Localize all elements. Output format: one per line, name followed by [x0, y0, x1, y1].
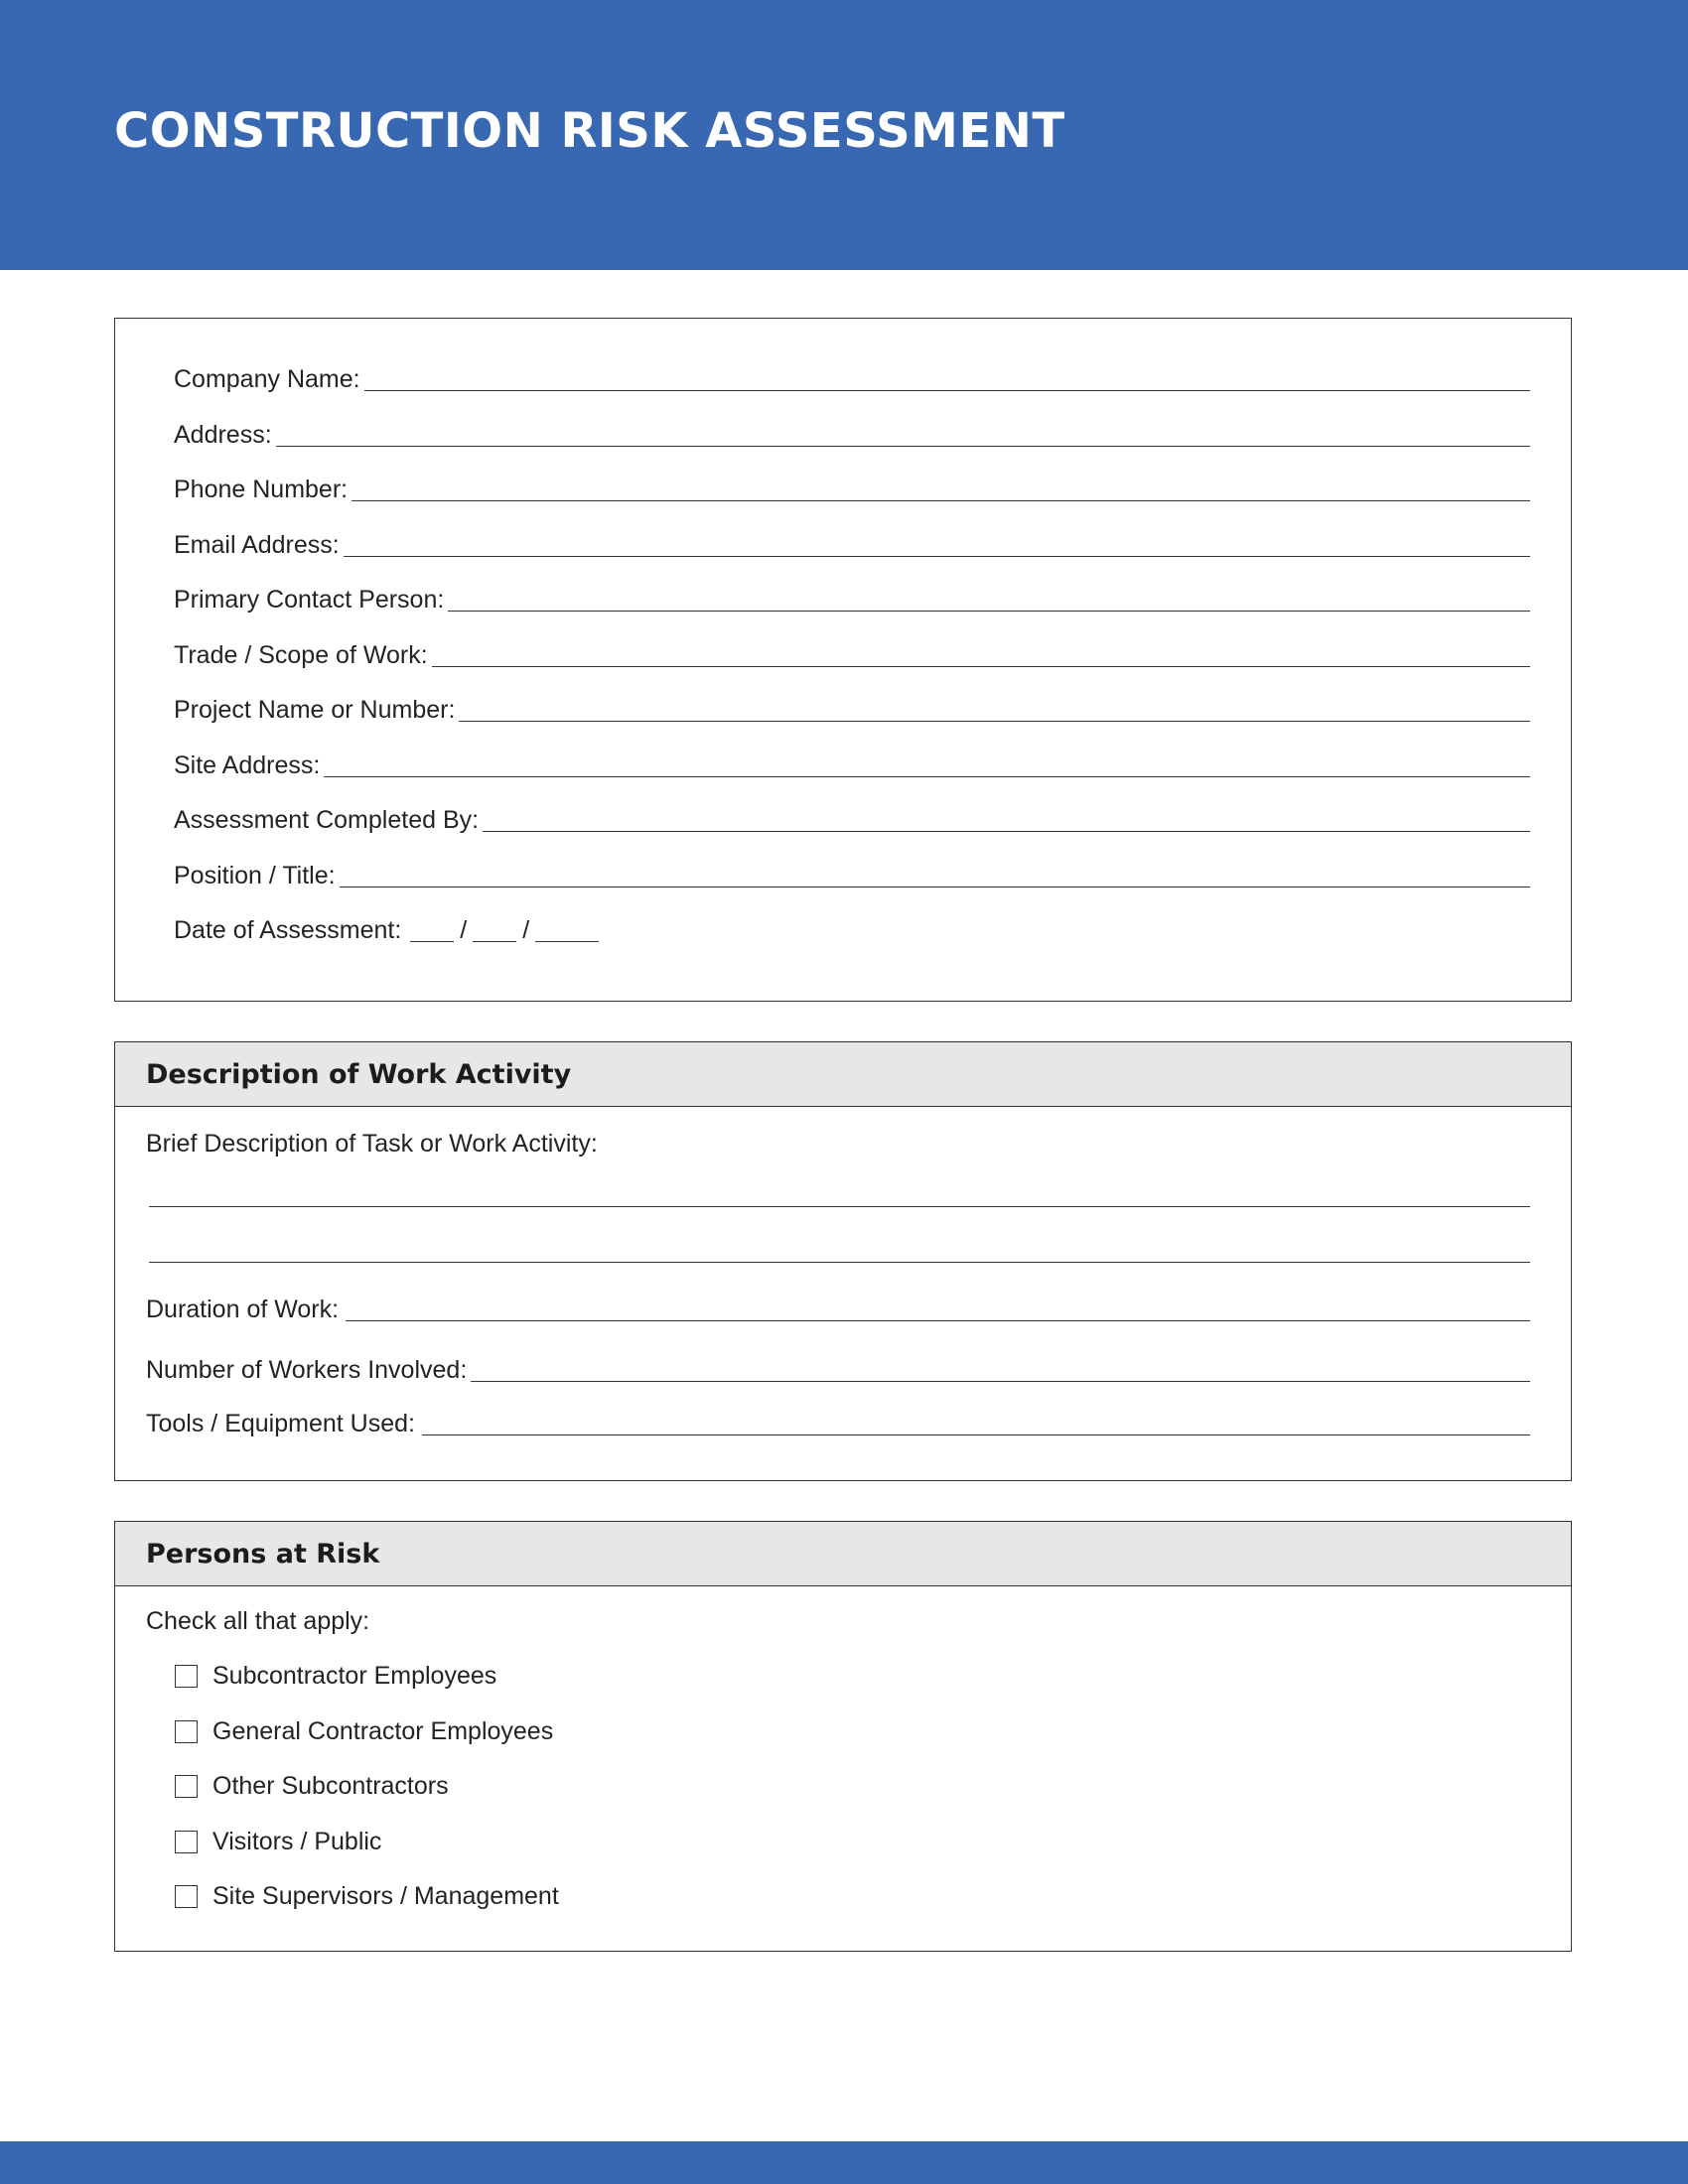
work-activity-heading: Description of Work Activity [115, 1042, 1571, 1107]
site-address-line[interactable] [324, 776, 1530, 777]
checkbox-label: Subcontractor Employees [212, 1662, 497, 1690]
trade-scope-line[interactable] [432, 666, 1530, 667]
persons-at-risk-heading: Persons at Risk [115, 1522, 1571, 1586]
date-of-assessment-label: Date of Assessment: [174, 916, 402, 944]
persons-at-risk-section [114, 1521, 1572, 1952]
work-activity-section [114, 1041, 1572, 1481]
duration-label: Duration of Work: [146, 1296, 340, 1323]
company-name-line[interactable] [364, 390, 1530, 391]
task-description-line-1[interactable] [149, 1206, 1530, 1207]
email-address-line[interactable] [344, 556, 1530, 557]
date-separator: / [460, 916, 468, 944]
date-of-assessment-field[interactable] [174, 911, 1530, 945]
number-of-workers-line[interactable] [471, 1381, 1530, 1382]
checkbox[interactable] [175, 1831, 198, 1853]
checkbox-option[interactable] [175, 1881, 559, 1911]
checkbox[interactable] [175, 1885, 198, 1908]
primary-contact-field[interactable] [174, 581, 1530, 614]
primary-contact-line[interactable] [448, 611, 1530, 612]
trade-scope-field[interactable] [174, 636, 1530, 670]
checkbox-label: Visitors / Public [212, 1828, 382, 1855]
duration-field[interactable] [146, 1291, 1530, 1324]
duration-line[interactable] [346, 1320, 1530, 1321]
company-name-label: Company Name: [174, 365, 360, 393]
date-year-blank[interactable] [535, 940, 599, 942]
tools-equipment-label: Tools / Equipment Used: [146, 1410, 415, 1437]
footer-band [0, 2141, 1688, 2184]
date-day-blank[interactable] [473, 940, 516, 942]
checkbox-option[interactable] [175, 1716, 553, 1746]
task-description-line-2[interactable] [149, 1262, 1530, 1263]
tools-equipment-field[interactable] [146, 1405, 1530, 1438]
primary-contact-label: Primary Contact Person: [174, 586, 445, 614]
phone-number-field[interactable] [174, 471, 1530, 504]
number-of-workers-label: Number of Workers Involved: [146, 1356, 468, 1384]
checkbox-label: General Contractor Employees [212, 1717, 554, 1745]
project-name-field[interactable] [174, 691, 1530, 725]
site-address-label: Site Address: [174, 751, 321, 779]
address-label: Address: [174, 421, 272, 449]
trade-scope-label: Trade / Scope of Work: [174, 641, 428, 669]
phone-number-label: Phone Number: [174, 476, 349, 503]
checkbox-label: Site Supervisors / Management [212, 1882, 559, 1910]
site-address-field[interactable] [174, 747, 1530, 780]
task-description-field [146, 1125, 1530, 1159]
checkbox-label: Other Subcontractors [212, 1772, 449, 1800]
position-title-label: Position / Title: [174, 862, 336, 889]
checkbox-option[interactable] [175, 1827, 381, 1856]
position-title-field[interactable] [174, 857, 1530, 890]
completed-by-label: Assessment Completed By: [174, 806, 480, 834]
checkbox-option[interactable] [175, 1771, 449, 1801]
address-field[interactable] [174, 416, 1530, 450]
tools-equipment-line[interactable] [422, 1434, 1530, 1435]
phone-number-line[interactable] [352, 500, 1530, 501]
date-month-blank[interactable] [410, 940, 454, 942]
checkbox-option[interactable] [175, 1661, 496, 1691]
number-of-workers-field[interactable] [146, 1351, 1530, 1385]
check-all-instruction: Check all that apply: [146, 1607, 370, 1635]
address-line[interactable] [276, 446, 1530, 447]
company-name-field[interactable] [174, 360, 1530, 394]
checkbox[interactable] [175, 1775, 198, 1798]
email-address-field[interactable] [174, 526, 1530, 560]
completed-by-line[interactable] [483, 831, 1530, 832]
checkbox[interactable] [175, 1720, 198, 1743]
project-name-label: Project Name or Number: [174, 696, 456, 724]
company-info-section [114, 318, 1572, 1002]
page-title: CONSTRUCTION RISK ASSESSMENT [114, 103, 1065, 159]
project-name-line[interactable] [459, 721, 1530, 722]
task-description-label: Brief Description of Task or Work Activity: [146, 1130, 598, 1158]
date-separator: / [522, 916, 530, 944]
header-band [0, 0, 1688, 270]
checkbox[interactable] [175, 1665, 198, 1688]
completed-by-field[interactable] [174, 801, 1530, 835]
email-address-label: Email Address: [174, 531, 340, 559]
